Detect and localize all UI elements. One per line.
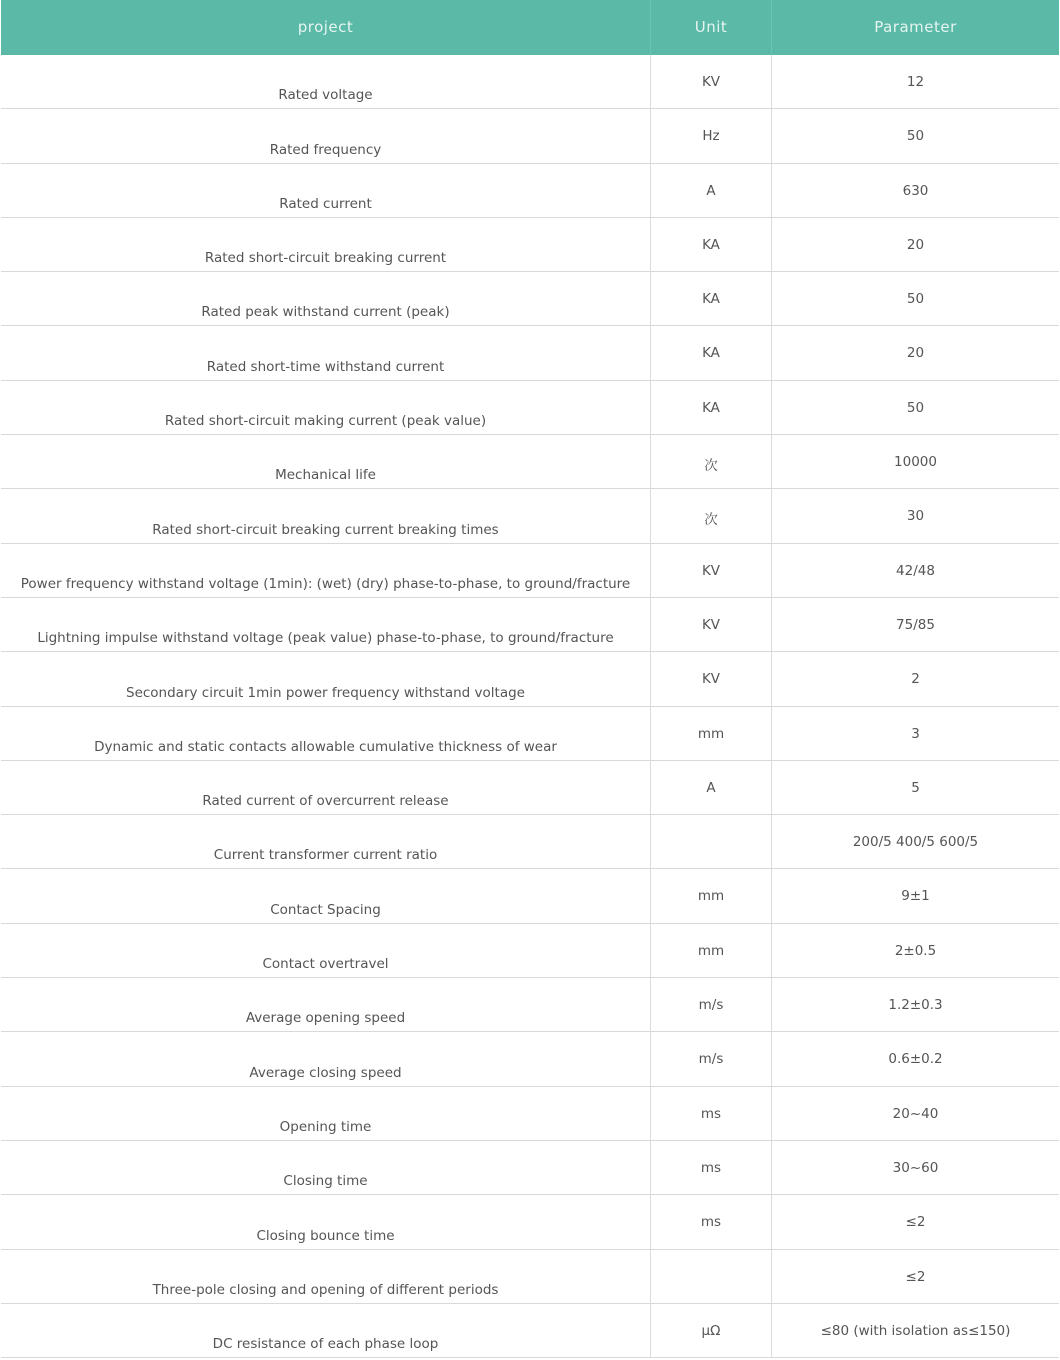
parameter-cell: 630 bbox=[902, 182, 929, 199]
table-row bbox=[1, 164, 1059, 218]
table-row bbox=[1, 326, 1059, 380]
table-row bbox=[1, 598, 1059, 652]
project-cell: Closing bounce time bbox=[1, 1195, 651, 1248]
table-row bbox=[1, 1195, 1059, 1249]
unit-cell: ms bbox=[651, 1195, 772, 1248]
project-cell: Secondary circuit 1min power frequency withstand voltage bbox=[1, 652, 651, 705]
table-row bbox=[1, 381, 1059, 435]
table-row bbox=[1, 1304, 1059, 1358]
unit-cell: A bbox=[651, 164, 772, 217]
table-row bbox=[1, 707, 1059, 761]
parameter-cell: 2 bbox=[911, 671, 920, 688]
unit-cell: m/s bbox=[651, 978, 772, 1031]
unit-cell: mm bbox=[651, 869, 772, 922]
table-row bbox=[1, 1250, 1059, 1304]
project-cell: Rated short-circuit breaking current breaking times bbox=[1, 489, 651, 542]
unit-cell: KA bbox=[651, 218, 772, 271]
project-cell: Rated peak withstand current (peak) bbox=[1, 272, 651, 325]
unit-cell: ms bbox=[651, 1087, 772, 1140]
parameter-cell: ≤2 bbox=[905, 1214, 926, 1231]
project-cell: Rated current bbox=[1, 164, 651, 217]
project-cell: Opening time bbox=[1, 1087, 651, 1140]
table-row bbox=[1, 869, 1059, 923]
unit-cell: Hz bbox=[651, 109, 772, 162]
unit-cell: mm bbox=[651, 707, 772, 760]
unit-cell: m/s bbox=[651, 1032, 772, 1085]
table-row bbox=[1, 489, 1059, 543]
table-row bbox=[1, 815, 1059, 869]
project-cell: Contact Spacing bbox=[1, 869, 651, 922]
table-row bbox=[1, 109, 1059, 163]
project-cell: Dynamic and static contacts allowable cumulative thickness of wear bbox=[1, 707, 651, 760]
project-cell: Average opening speed bbox=[1, 978, 651, 1031]
project-cell: Rated frequency bbox=[1, 109, 651, 162]
table-row bbox=[1, 652, 1059, 706]
project-cell: Power frequency withstand voltage (1min): (wet) (dry) phase-to-phase, to ground/fracture bbox=[1, 544, 651, 597]
parameter-cell: 50 bbox=[906, 291, 925, 308]
unit-cell: KA bbox=[651, 326, 772, 379]
project-cell: Mechanical life bbox=[1, 435, 651, 488]
table-row bbox=[1, 761, 1059, 815]
project-cell: Closing time bbox=[1, 1141, 651, 1194]
parameter-cell: 10000 bbox=[894, 454, 937, 471]
project-cell: Rated voltage bbox=[1, 55, 651, 108]
table-row bbox=[1, 544, 1059, 598]
spec-table bbox=[1, 0, 1059, 1358]
parameter-cell: 42/48 bbox=[896, 562, 935, 579]
parameter-cell: 12 bbox=[906, 74, 925, 90]
parameter-cell: 200/5 400/5 600/5 bbox=[852, 834, 979, 851]
project-cell: Three-pole closing and opening of different periods bbox=[1, 1250, 651, 1303]
parameter-cell: 20~40 bbox=[892, 1105, 939, 1122]
unit-cell bbox=[651, 815, 772, 868]
parameter-cell: 2±0.5 bbox=[894, 942, 937, 959]
parameter-cell: 3 bbox=[911, 725, 920, 742]
parameter-cell: 50 bbox=[906, 128, 925, 145]
project-cell: Contact overtravel bbox=[1, 924, 651, 977]
table-row bbox=[1, 272, 1059, 326]
parameter-cell: 9±1 bbox=[901, 888, 930, 905]
project-cell: DC resistance of each phase loop bbox=[1, 1304, 651, 1357]
table-row bbox=[1, 218, 1059, 272]
unit-cell: ms bbox=[651, 1141, 772, 1194]
unit-cell: KA bbox=[651, 381, 772, 434]
header-parameter: Parameter bbox=[874, 17, 957, 36]
project-cell: Rated short-time withstand current bbox=[1, 326, 651, 379]
unit-cell: 次 bbox=[651, 435, 772, 488]
table-body bbox=[1, 55, 1059, 1358]
parameter-cell: 30~60 bbox=[892, 1159, 939, 1176]
parameter-cell: ≤80 (with isolation as≤150) bbox=[820, 1322, 1011, 1339]
header-unit: Unit bbox=[651, 0, 772, 55]
unit-cell: KV bbox=[651, 55, 772, 108]
project-cell: Average closing speed bbox=[1, 1032, 651, 1085]
parameter-cell: ≤2 bbox=[905, 1268, 926, 1285]
table-row bbox=[1, 1141, 1059, 1195]
unit-cell: A bbox=[651, 761, 772, 814]
table-row bbox=[1, 55, 1059, 109]
unit-cell: mm bbox=[651, 924, 772, 977]
header-project: project bbox=[1, 0, 651, 55]
project-cell: Rated short-circuit making current (peak value) bbox=[1, 381, 651, 434]
unit-cell: KV bbox=[651, 652, 772, 705]
project-cell: Rated current of overcurrent release bbox=[1, 761, 651, 814]
unit-cell bbox=[651, 1250, 772, 1303]
table-header bbox=[1, 0, 1059, 55]
parameter-cell: 20 bbox=[906, 345, 925, 362]
table-row bbox=[1, 1087, 1059, 1141]
table-row bbox=[1, 924, 1059, 978]
unit-cell: KA bbox=[651, 272, 772, 325]
table-row bbox=[1, 978, 1059, 1032]
parameter-cell: 30 bbox=[906, 508, 925, 525]
table-row bbox=[1, 1032, 1059, 1086]
table-row bbox=[1, 435, 1059, 489]
project-cell: Current transformer current ratio bbox=[1, 815, 651, 868]
unit-cell: 次 bbox=[651, 489, 772, 542]
parameter-cell: 1.2±0.3 bbox=[888, 997, 943, 1014]
project-cell: Lightning impulse withstand voltage (peak value) phase-to-phase, to ground/fracture bbox=[1, 598, 651, 651]
parameter-cell: 20 bbox=[906, 236, 925, 253]
project-cell: Rated short-circuit breaking current bbox=[1, 218, 651, 271]
unit-cell: KV bbox=[651, 544, 772, 597]
parameter-cell: 75/85 bbox=[896, 616, 935, 633]
unit-cell: KV bbox=[651, 598, 772, 651]
parameter-cell: 50 bbox=[906, 399, 925, 416]
parameter-cell: 5 bbox=[911, 779, 920, 796]
unit-cell: μΩ bbox=[651, 1304, 772, 1357]
parameter-cell: 0.6±0.2 bbox=[888, 1051, 943, 1068]
